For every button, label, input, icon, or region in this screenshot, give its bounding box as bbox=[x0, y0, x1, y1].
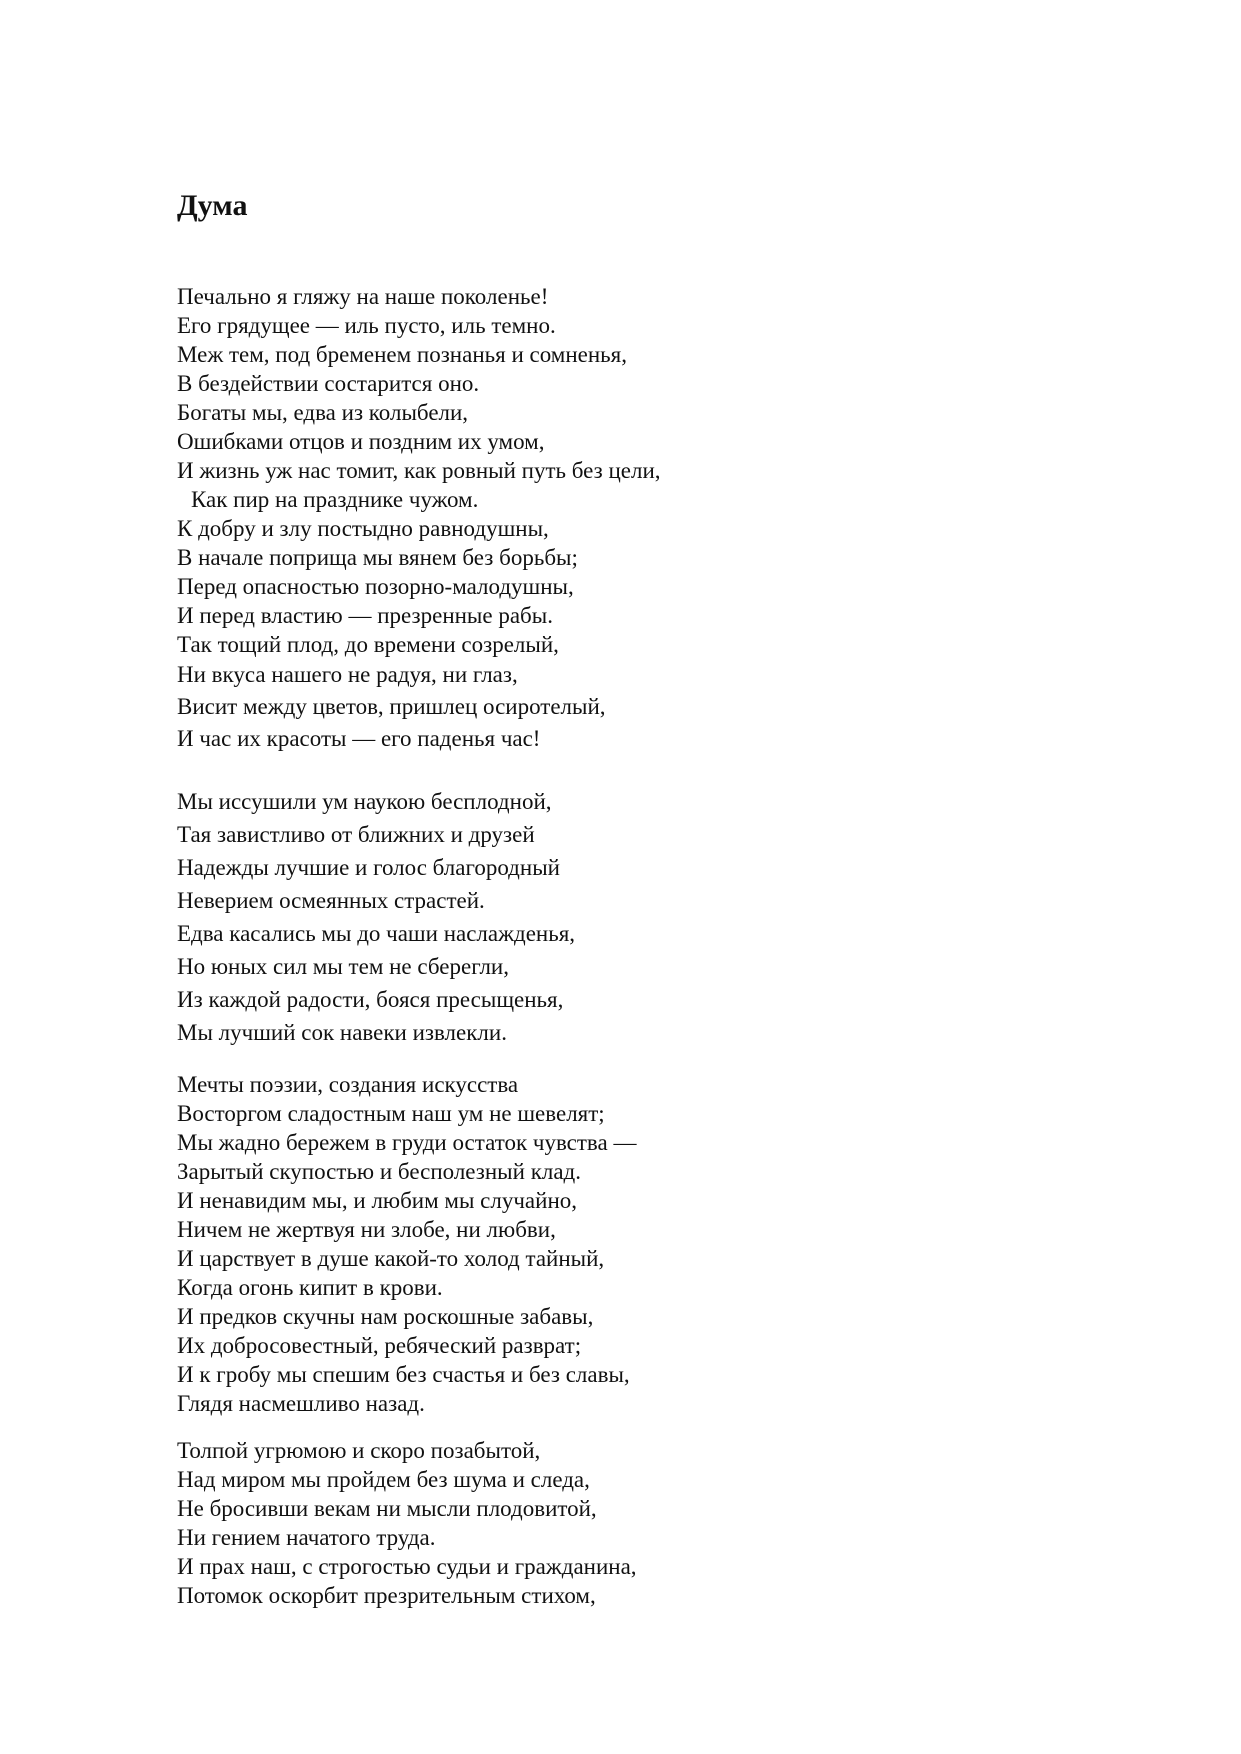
poem-line: Над миром мы пройдем без шума и следа, bbox=[177, 1467, 590, 1492]
poem-line: Так тощий плод, до времени созрелый, bbox=[177, 632, 559, 657]
stanza-3 bbox=[177, 1070, 636, 1418]
poem-line: И предков скучны нам роскошные забавы, bbox=[177, 1304, 594, 1329]
poem-line: Неверием осмеянных страстей. bbox=[177, 888, 485, 913]
poem-line: Глядя насмешливо назад. bbox=[177, 1391, 425, 1416]
poem-line: В начале поприща мы вянем без борьбы; bbox=[177, 545, 578, 570]
stanza-4 bbox=[177, 1436, 637, 1610]
poem-title: Дума bbox=[177, 189, 248, 222]
poem-line: Но юных сил мы тем не сберегли, bbox=[177, 954, 509, 979]
poem-line: Их добросовестный, ребяческий разврат; bbox=[177, 1333, 582, 1358]
poem-line: И ненавидим мы, и любим мы случайно, bbox=[177, 1188, 578, 1213]
poem-line: Ни гением начатого труда. bbox=[177, 1525, 436, 1550]
poem-line: И жизнь уж нас томит, как ровный путь без цели, bbox=[177, 458, 661, 483]
poem-line: И прах наш, с строгостью судьи и гражданина, bbox=[177, 1554, 637, 1579]
poem-line: Богаты мы, едва из колыбели, bbox=[177, 400, 469, 425]
poem-line: Как пир на празднике чужом. bbox=[191, 487, 479, 512]
poem-line: И перед властию — презренные рабы. bbox=[177, 603, 553, 628]
poem-line: Толпой угрюмою и скоро позабытой, bbox=[177, 1438, 541, 1463]
poem-line: Мы лучший сок навеки извлекли. bbox=[177, 1020, 507, 1045]
poem-line: Печально я гляжу на наше поколенье! bbox=[177, 284, 549, 309]
poem-line: Едва касались мы до чаши наслажденья, bbox=[177, 921, 576, 946]
poem-line: И час их красоты — его паденья час! bbox=[177, 726, 541, 751]
poem-line: Потомок оскорбит презрительным стихом, bbox=[177, 1583, 596, 1608]
poem-line: Висит между цветов, пришлец осиротелый, bbox=[177, 694, 606, 719]
stanza-1 bbox=[177, 282, 661, 755]
poem-line: Не бросивши векам ни мысли плодовитой, bbox=[177, 1496, 597, 1521]
poem-line: И царствует в душе какой-то холод тайный, bbox=[177, 1246, 605, 1271]
poem-line: Мы жадно бережем в груди остаток чувства — bbox=[177, 1130, 637, 1155]
poem-line: К добру и злу постыдно равнодушны, bbox=[177, 516, 549, 541]
poem-line: Мы иссушили ум наукою бесплодной, bbox=[177, 789, 552, 814]
poem-line: В бездействии состарится оно. bbox=[177, 371, 480, 396]
poem-line: Перед опасностью позорно-малодушны, bbox=[177, 574, 574, 599]
poem-line: Меж тем, под бременем познанья и сомненья, bbox=[177, 342, 627, 367]
poem-line: Когда огонь кипит в крови. bbox=[177, 1275, 443, 1300]
poem-line: Тая завистливо от ближних и друзей bbox=[177, 822, 535, 847]
poem-line: Ничем не жертвуя ни злобе, ни любви, bbox=[177, 1217, 556, 1242]
poem-line: Ни вкуса нашего не радуя, ни глаз, bbox=[177, 662, 518, 687]
poem-line: Ошибками отцов и поздним их умом, bbox=[177, 429, 545, 454]
poem-line: Его грядущее — иль пусто, иль темно. bbox=[177, 313, 556, 338]
poem-line: Мечты поэзии, создания искусства bbox=[177, 1072, 519, 1097]
poem-line: И к гробу мы спешим без счастья и без славы, bbox=[177, 1362, 630, 1387]
poem-line: Зарытый скупостью и бесполезный клад. bbox=[177, 1159, 582, 1184]
poem-line: Надежды лучшие и голос благородный bbox=[177, 855, 560, 880]
poem-line: Восторгом сладостным наш ум не шевелят; bbox=[177, 1101, 605, 1126]
stanza-2 bbox=[177, 785, 575, 1049]
poem-line: Из каждой радости, бояся пресыщенья, bbox=[177, 987, 564, 1012]
